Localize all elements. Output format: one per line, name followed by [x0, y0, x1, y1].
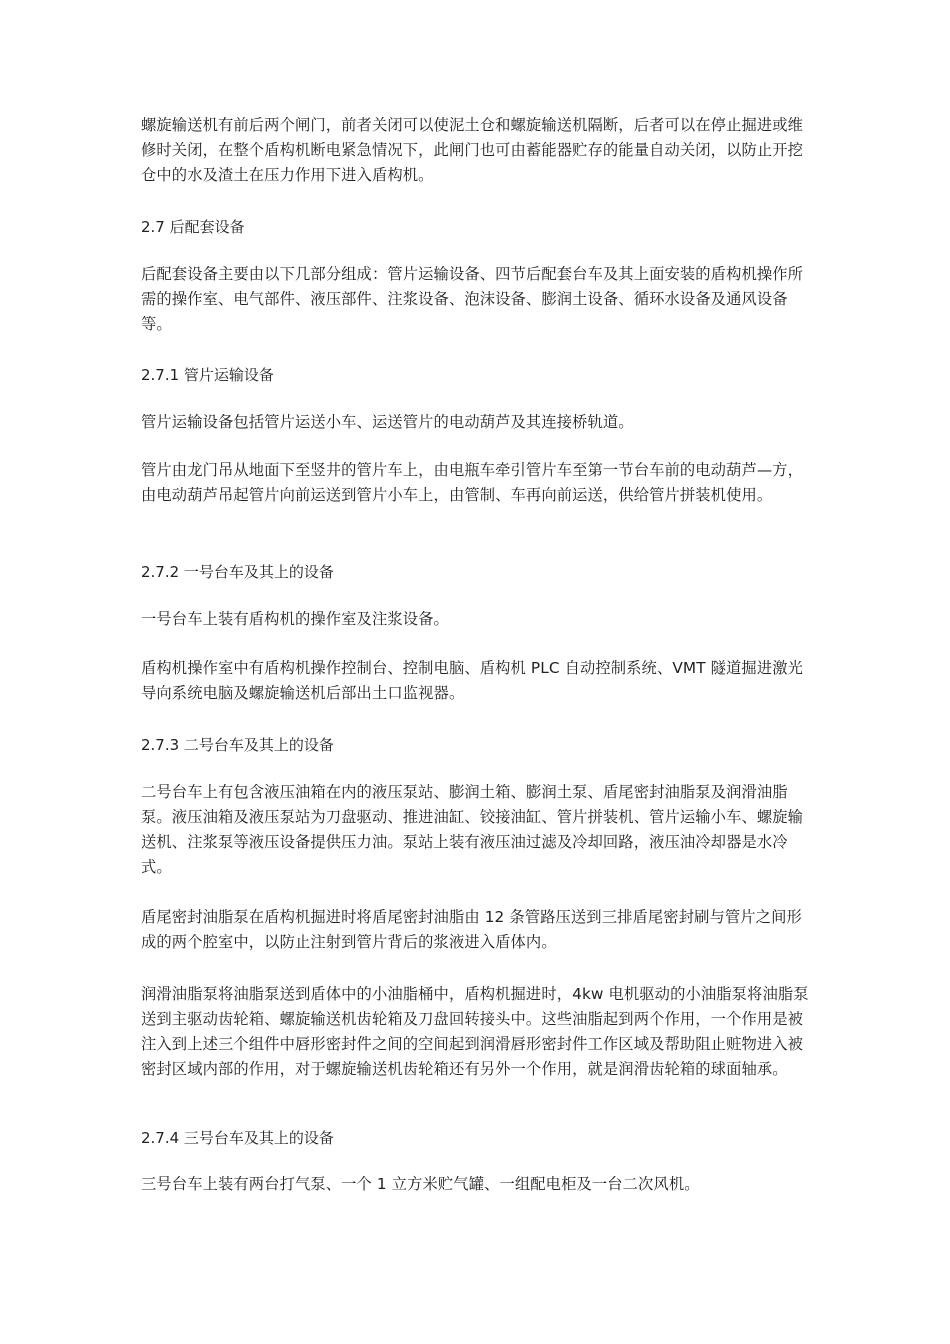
paragraph-operator-cabin: 盾构机操作室中有盾构机操作控制台、控制电脑、盾构机 PLC 自动控制系统、VMT 隧道掘进激光导向系统电脑及螺旋输送机后部出土口监视器。: [141, 659, 804, 702]
paragraph-backup-equipment: 后配套设备主要由以下几部分组成：管片运输设备、四节后配套台车及其上面安装的盾构机操作所需的操作室、电气部件、液压部件、注浆设备、泡沫设备、膨润土设备、循环水设备及通风设备等。: [141, 265, 804, 333]
paragraph-segment-delivery: 管片由龙门吊从地面下至竖井的管片车上，由电瓶车牵引管片车至第一节台车前的电动葫芦—方，由电动葫芦吊起管片向前运送到管片小车上，由管制、车再向前运送，供给管片拼装机使用。: [141, 461, 804, 504]
section-heading-2-7-1: 2.7.1 管片运输设备: [141, 366, 274, 384]
section-heading-2-7-2: 2.7.2 一号台车及其上的设备: [141, 563, 334, 581]
paragraph-tail-seal-grease: 盾尾密封油脂泵在盾构机掘进时将盾尾密封油脂由 12 条管路压送到三排盾尾密封刷与管片之间形成的两个腔室中，以防止注射到管片背后的浆液进入盾体内。: [141, 908, 802, 951]
paragraph-trailer-two: 二号台车上有包含液压油箱在内的液压泵站、膨润土箱、膨润土泵、盾尾密封油脂泵及润滑油脂泵。液压油箱及液压泵站为刀盘驱动、推进油缸、铰接油缸、管片拼装机、管片运输小车、螺旋输送机、注浆泵等液压设备提供压力油。泵站上装有液压油过滤及冷却回路，液压油冷却器是水冷式。: [141, 783, 804, 876]
paragraph-trailer-one: 一号台车上装有盾构机的操作室及注浆设备。: [141, 610, 449, 628]
paragraph-screw-conveyor-gates: 螺旋输送机有前后两个闸门，前者关闭可以使泥土仓和螺旋输送机隔断，后者可以在停止掘进或维修时关闭，在整个盾构机断电紧急情况下，此闸门也可由蓄能器贮存的能量自动关闭，以防止开挖仓中的水及渣土在压力作用下进入盾构机。: [141, 116, 804, 184]
paragraph-trailer-three: 三号台车上装有两台打气泵、一个 1 立方米贮气罐、一组配电柜及一台二次风机。: [141, 1175, 700, 1193]
section-heading-2-7-3: 2.7.3 二号台车及其上的设备: [141, 736, 334, 754]
paragraph-lubrication-grease: 润滑油脂泵将油脂泵送到盾体中的小油脂桶中，盾构机掘进时，4kw 电机驱动的小油脂泵将油脂泵送到主驱动齿轮箱、螺旋输送机齿轮箱及刀盘回转接头中。这些油脂起到两个作用，一个作用是被注入到上述三个组件中唇形密封件之间的空间起到润滑唇形密封件工作区域及帮助阻止赃物进入被密封区域内部的作用，对于螺旋输送机齿轮箱还有另外一个作用，就是润滑齿轮箱的球面轴承。: [141, 985, 809, 1078]
paragraph-segment-transport: 管片运输设备包括管片运送小车、运送管片的电动葫芦及其连接桥轨道。: [141, 413, 634, 431]
section-heading-2-7: 2.7 后配套设备: [141, 218, 245, 236]
section-heading-2-7-4: 2.7.4 三号台车及其上的设备: [141, 1129, 334, 1147]
